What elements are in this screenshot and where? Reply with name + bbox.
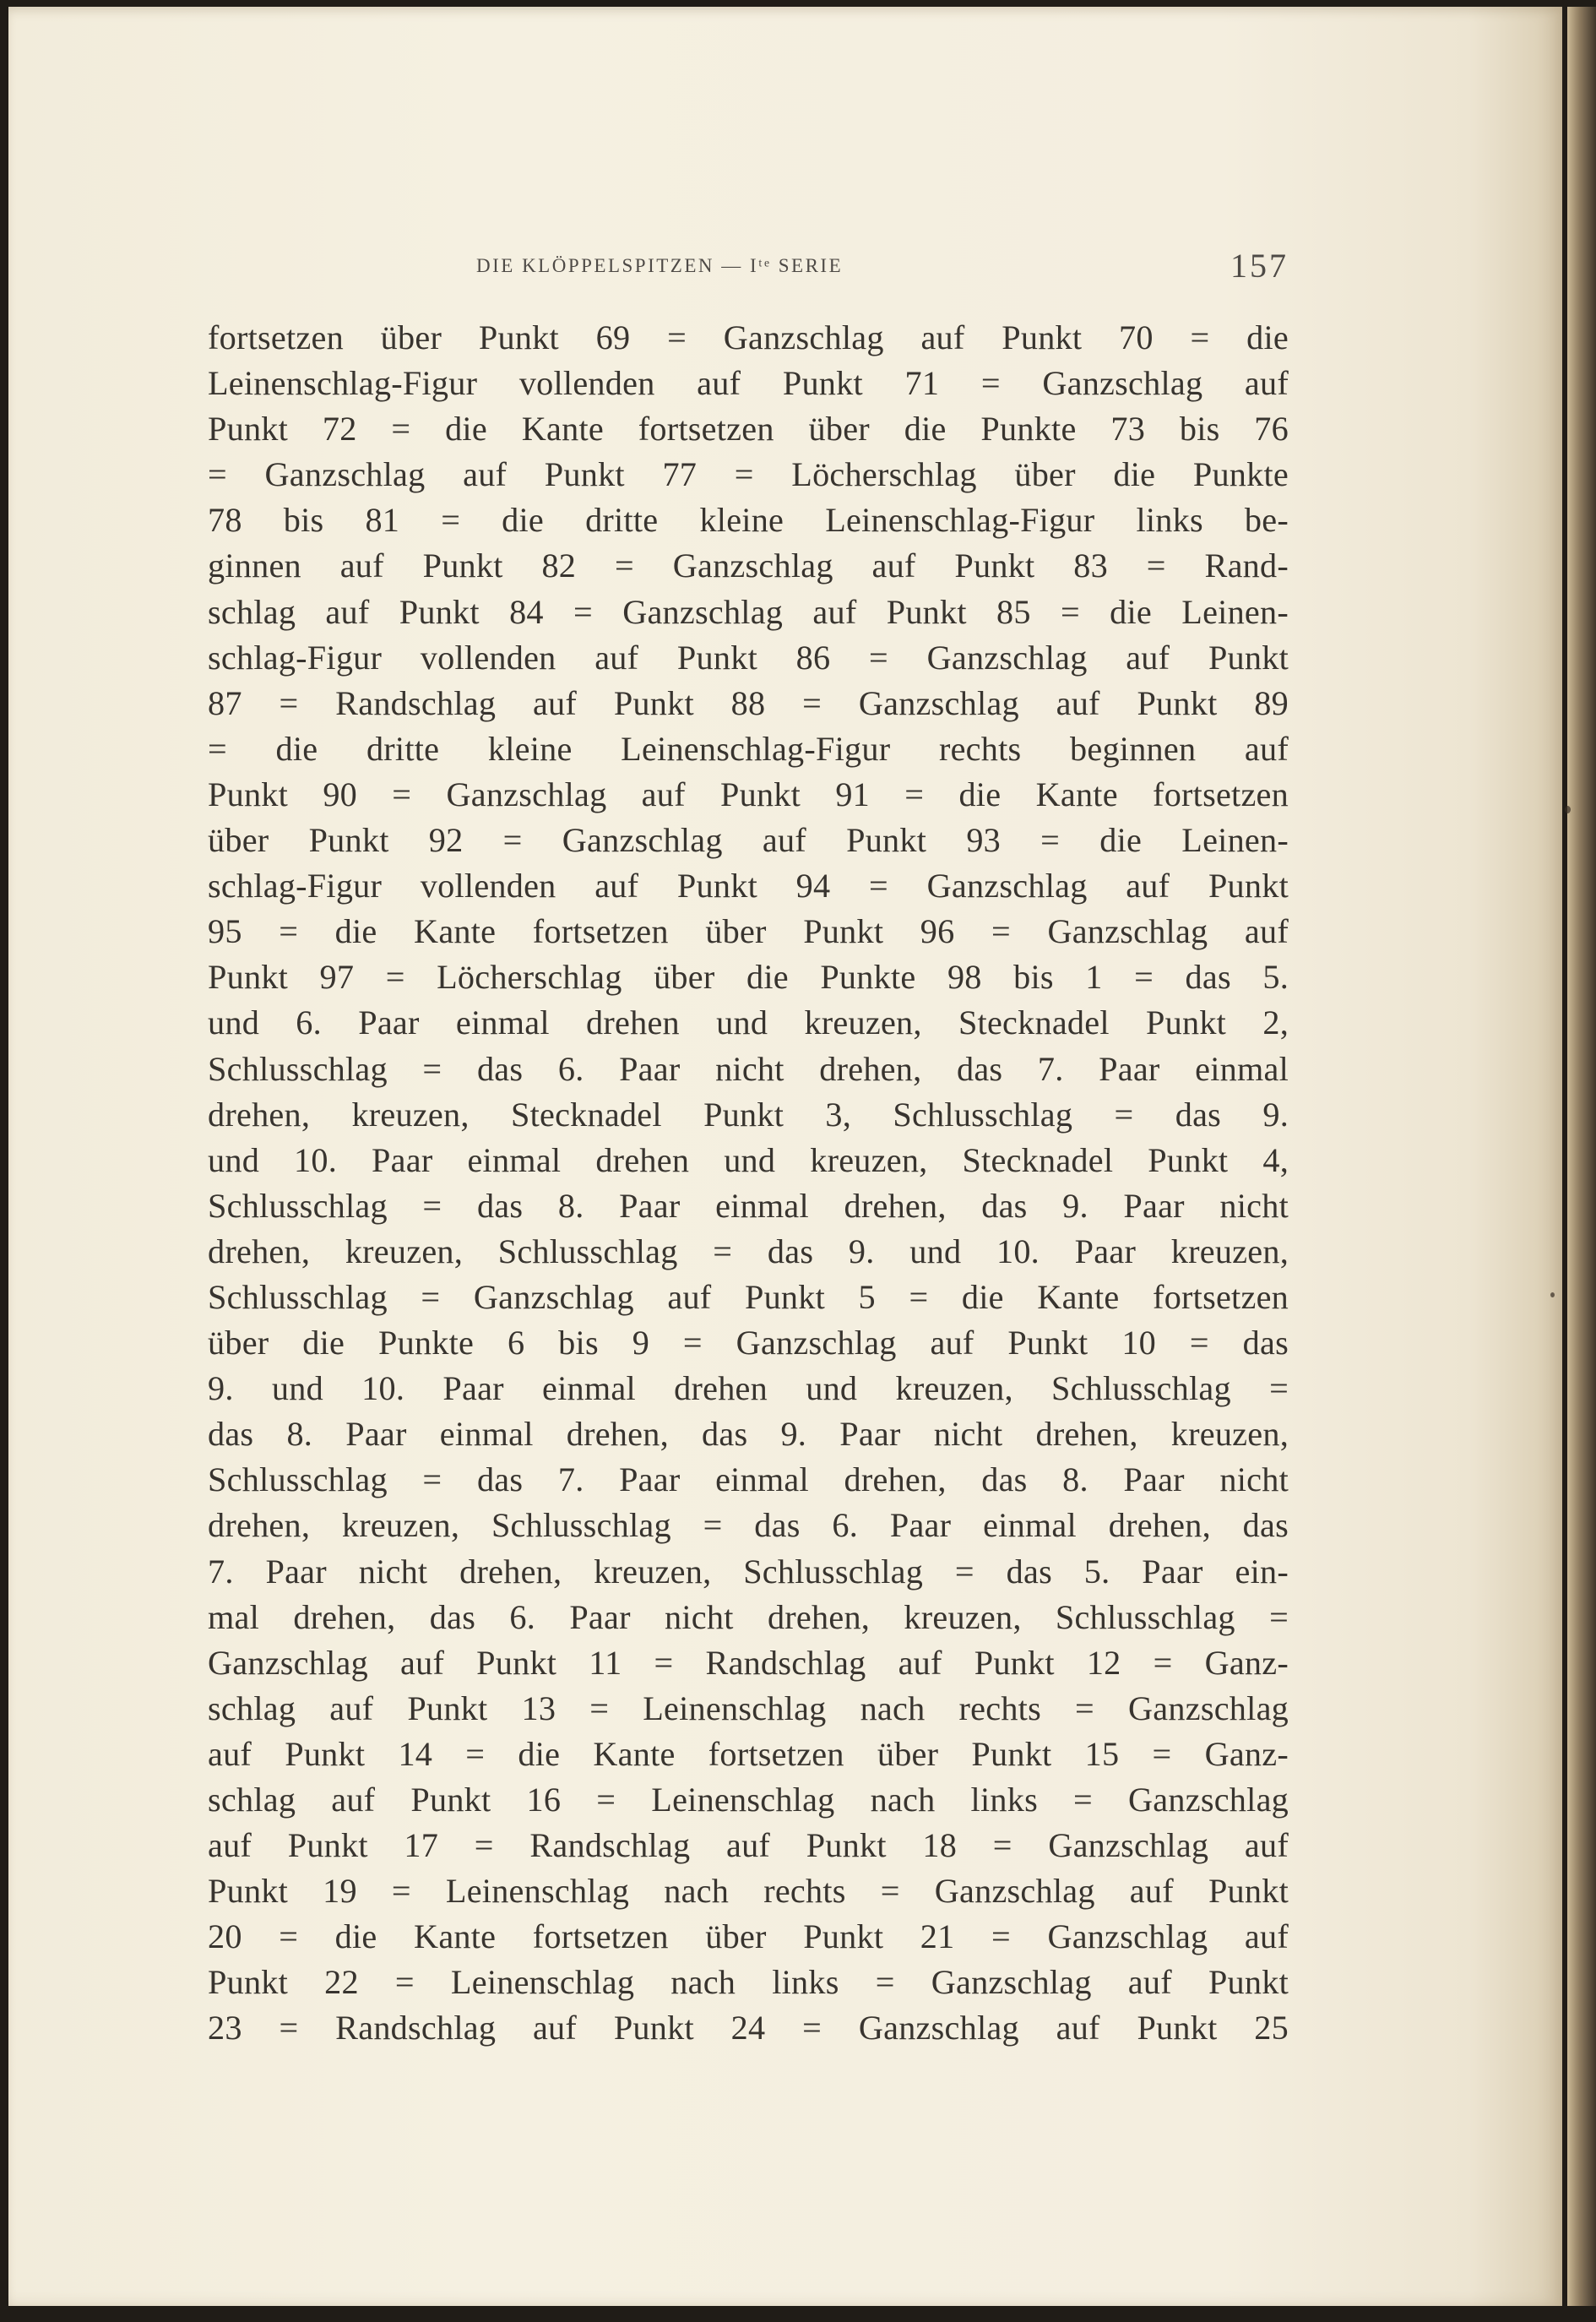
body-line: das 8. Paar einmal drehen, das 9. Paar nicht drehen, kreuzen, xyxy=(208,1415,1289,1454)
body-line: schlag-Figur vollenden auf Punkt 86 = Ganzschlag auf Punkt xyxy=(208,638,1289,677)
page-number: 157 xyxy=(1230,247,1289,285)
body-line: Schlusschlag = das 7. Paar einmal drehen, das 8. Paar nicht xyxy=(208,1460,1289,1499)
body-line: Punkt 72 = die Kante fortsetzen über die Punkte 73 bis 76 xyxy=(208,410,1289,449)
body-line: 78 bis 81 = die dritte kleine Leinenschlag-Figur links be- xyxy=(208,501,1289,540)
body-line: = die dritte kleine Leinenschlag-Figur rechts beginnen auf xyxy=(208,729,1289,768)
body-line: Schlusschlag = das 6. Paar nicht drehen, das 7. Paar einmal xyxy=(208,1049,1289,1088)
scan-speck xyxy=(1550,1292,1555,1297)
body-line: 23 = Randschlag auf Punkt 24 = Ganzschlag auf Punkt 25 xyxy=(208,2009,1289,2047)
body-line: Punkt 97 = Löcherschlag über die Punkte 98 bis 1 = das 5. xyxy=(208,958,1289,997)
body-line: drehen, kreuzen, Stecknadel Punkt 3, Schlusschlag = das 9. xyxy=(208,1095,1289,1134)
body-line: schlag-Figur vollenden auf Punkt 94 = Ganzschlag auf Punkt xyxy=(208,867,1289,905)
body-line: schlag auf Punkt 16 = Leinenschlag nach links = Ganzschlag xyxy=(208,1781,1289,1819)
page-sheet xyxy=(8,7,1562,2306)
body-line: auf Punkt 17 = Randschlag auf Punkt 18 = Ganzschlag auf xyxy=(208,1826,1289,1865)
running-header xyxy=(208,247,1289,289)
body-line: schlag auf Punkt 13 = Leinenschlag nach rechts = Ganzschlag xyxy=(208,1688,1289,1727)
body-line: drehen, kreuzen, Schlusschlag = das 6. Paar einmal drehen, das xyxy=(208,1506,1289,1545)
scan-speck xyxy=(1565,806,1571,813)
body-line: 9. und 10. Paar einmal drehen und kreuzen, Schlusschlag = xyxy=(208,1369,1289,1408)
body-line: Schlusschlag = das 8. Paar einmal drehen, das 9. Paar nicht xyxy=(208,1186,1289,1225)
body-line: Leinenschlag-Figur vollenden auf Punkt 71 = Ganzschlag auf xyxy=(208,364,1289,403)
body-line: 95 = die Kante fortsetzen über Punkt 96 = Ganzschlag auf xyxy=(208,912,1289,951)
body-line: = Ganzschlag auf Punkt 77 = Löcherschlag über die Punkte xyxy=(208,455,1289,494)
body-line: Punkt 90 = Ganzschlag auf Punkt 91 = die Kante fortsetzen xyxy=(208,775,1289,813)
running-header-title: DIE KLÖPPELSPITZEN — Iᵗᵉ SERIE xyxy=(476,255,844,276)
body-line: fortsetzen über Punkt 69 = Ganzschlag auf Punkt 70 = die xyxy=(208,318,1289,356)
body-line: schlag auf Punkt 84 = Ganzschlag auf Punkt 85 = die Leinen- xyxy=(208,592,1289,631)
body-line: über Punkt 92 = Ganzschlag auf Punkt 93 = die Leinen- xyxy=(208,821,1289,860)
book-edge-shadow xyxy=(1567,7,1596,2306)
body-line: und 6. Paar einmal drehen und kreuzen, Stecknadel Punkt 2, xyxy=(208,1003,1289,1042)
body-line: auf Punkt 14 = die Kante fortsetzen über Punkt 15 = Ganz- xyxy=(208,1734,1289,1773)
body-line: 87 = Randschlag auf Punkt 88 = Ganzschlag auf Punkt 89 xyxy=(208,683,1289,722)
body-line: ginnen auf Punkt 82 = Ganzschlag auf Punkt 83 = Rand- xyxy=(208,547,1289,585)
body-line: drehen, kreuzen, Schlusschlag = das 9. und 10. Paar kreuzen, xyxy=(208,1232,1289,1270)
body-line: Schlusschlag = Ganzschlag auf Punkt 5 = die Kante fortsetzen xyxy=(208,1277,1289,1316)
body-line: über die Punkte 6 bis 9 = Ganzschlag auf Punkt 10 = das xyxy=(208,1324,1289,1362)
body-line: Punkt 22 = Leinenschlag nach links = Ganzschlag auf Punkt xyxy=(208,1963,1289,2002)
body-line: 7. Paar nicht drehen, kreuzen, Schlusschlag = das 5. Paar ein- xyxy=(208,1552,1289,1591)
body-line: Punkt 19 = Leinenschlag nach rechts = Ganzschlag auf Punkt xyxy=(208,1872,1289,1911)
body-text xyxy=(208,315,1289,2052)
body-line: 20 = die Kante fortsetzen über Punkt 21 = Ganzschlag auf xyxy=(208,1917,1289,1956)
body-line: und 10. Paar einmal drehen und kreuzen, Stecknadel Punkt 4, xyxy=(208,1140,1289,1179)
body-line: Ganzschlag auf Punkt 11 = Randschlag auf Punkt 12 = Ganz- xyxy=(208,1643,1289,1682)
body-line: mal drehen, das 6. Paar nicht drehen, kreuzen, Schlusschlag = xyxy=(208,1597,1289,1636)
